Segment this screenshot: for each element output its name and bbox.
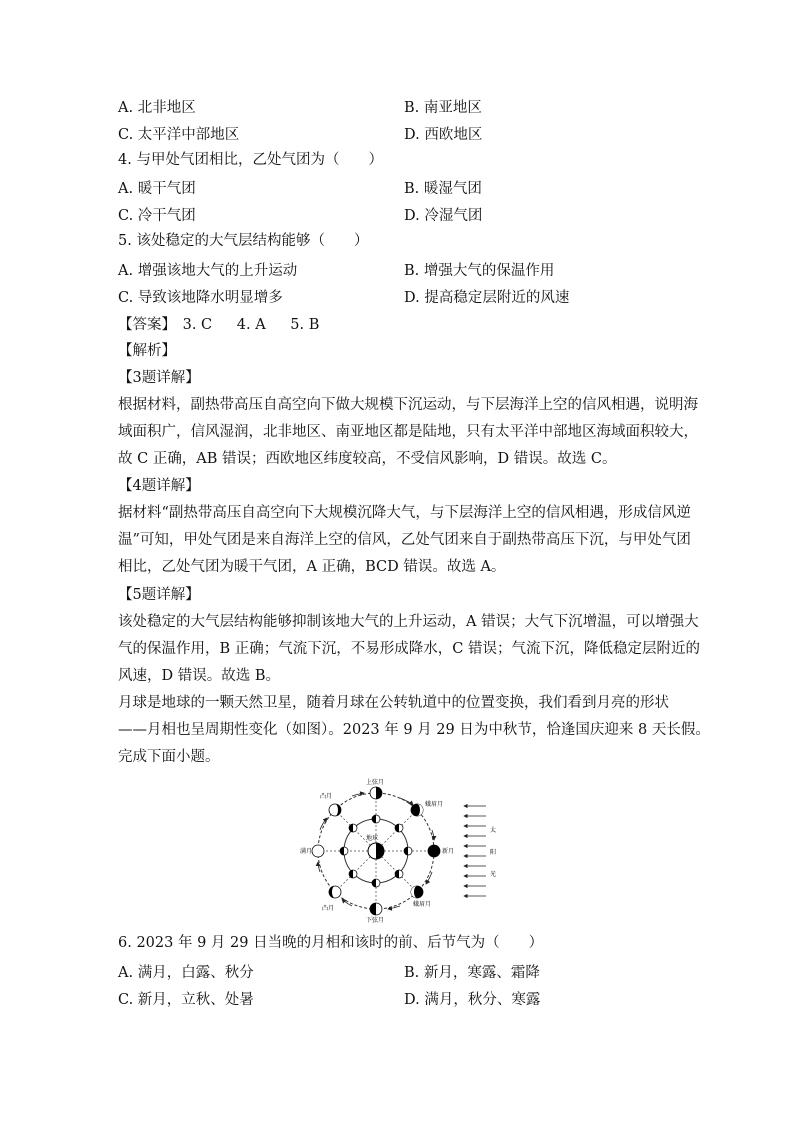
detail-4-text <box>118 500 691 581</box>
answer-3: 3. C <box>182 317 213 333</box>
label-gibbous-upper: 凸月 <box>320 793 333 800</box>
moon-crescent-lower-icon <box>411 886 423 898</box>
q3-options-row-2 <box>118 123 678 143</box>
label-first-quarter: 上弦月 <box>366 779 385 786</box>
q4-option-c: C. 冷干气团 <box>118 208 196 224</box>
moon-gibbous-lower-icon <box>329 886 341 898</box>
q5-options-row-1 <box>118 259 678 279</box>
moon-full-icon <box>312 845 324 857</box>
moon-new-icon <box>428 845 440 857</box>
intro-text <box>118 690 710 771</box>
moon-phase-diagram <box>300 778 500 924</box>
moon-crescent-upper-icon <box>411 804 423 816</box>
detail-5-label: 【5题详解】 <box>118 587 200 603</box>
label-crescent-lower: 蛾眉月 <box>413 901 432 908</box>
detail-5-text <box>118 609 700 690</box>
label-last-quarter: 下弦月 <box>366 917 385 924</box>
q4-options-row-2 <box>118 204 678 224</box>
detail-5-line-2: 气的保温作用，B 正确；气流下沉，不易形成降水，C 错误；气流下沉，降低稳定层附近的 <box>118 641 700 657</box>
analysis-label: 【解析】 <box>118 343 176 359</box>
detail-4-label: 【4题详解】 <box>118 478 200 494</box>
q4-option-a: A. 暖干气团 <box>118 181 196 197</box>
q4-stem: 4. 与甲处气团相比，乙处气团为（ ） <box>118 152 383 168</box>
moon-last-quarter-icon <box>370 903 382 915</box>
detail-3-text <box>118 392 698 473</box>
q3-options-row-1 <box>118 96 678 116</box>
q6-options-row-2 <box>118 988 678 1008</box>
q3-option-b: B. 南亚地区 <box>404 100 482 116</box>
moon-gibbous-upper-icon <box>329 804 341 816</box>
q5-option-d: D. 提高稳定层附近的风速 <box>404 290 570 306</box>
detail-3-label: 【3题详解】 <box>118 370 200 386</box>
q4-option-d: D. 冷湿气团 <box>404 208 483 224</box>
q6-stem: 6. 2023 年 9 月 29 日当晚的月相和该时的前、后节气为（ ） <box>118 935 544 951</box>
q5-stem: 5. 该处稳定的大气层结构能够（ ） <box>118 233 369 249</box>
detail-4-line-2: 温”可知，甲处气团是来自海洋上空的信风，乙处气团来自于副热带高压下沉，与甲处气团 <box>118 532 691 548</box>
moon-first-quarter-icon <box>370 787 382 799</box>
answer-4: 4. A <box>236 317 266 333</box>
label-sun-3: 光 <box>490 871 497 878</box>
answer-row <box>118 313 339 333</box>
intro-line-3: 完成下面小题。 <box>118 749 220 765</box>
q5-option-b: B. 增强大气的保温作用 <box>404 263 555 279</box>
q3-option-c: C. 太平洋中部地区 <box>118 127 240 143</box>
detail-5-line-3: 风速，D 错误。故选 B。 <box>118 668 280 684</box>
sunlight-arrows <box>464 806 486 896</box>
label-crescent-upper: 蛾眉月 <box>425 801 444 808</box>
q5-options-row-2 <box>118 286 678 306</box>
label-sun-2: 阳 <box>490 849 497 856</box>
intro-line-1: 月球是地球的一颗天然卫星，随着月球在公转轨道中的位置变换，我们看到月亮的形状 <box>118 695 669 711</box>
label-full-moon: 满月 <box>300 848 313 855</box>
earth-label: 地球 <box>366 835 379 842</box>
detail-3-line-3: 故 C 正确，AB 错误；西欧地区纬度较高，不受信风影响，D 错误。故选 C。 <box>118 451 617 467</box>
q6-option-b: B. 新月，寒露、霜降 <box>404 965 540 981</box>
detail-5-line-1: 该处稳定的大气层结构能够抑制该地大气的上升运动，A 错误；大气下沉增温，可以增强大 <box>118 614 699 630</box>
q6-option-d: D. 满月，秋分、寒露 <box>404 992 541 1008</box>
q3-option-d: D. 西欧地区 <box>404 127 483 143</box>
label-new-moon: 新月 <box>442 848 455 855</box>
q6-option-c: C. 新月，立秋、处暑 <box>118 992 254 1008</box>
q4-option-b: B. 暖湿气团 <box>404 181 482 197</box>
q5-option-a: A. 增强该地大气的上升运动 <box>118 263 298 279</box>
q3-option-a: A. 北非地区 <box>118 100 196 116</box>
detail-3-line-2: 域面积广，信风湿润，北非地区、南亚地区都是陆地，只有太平洋中部地区海域面积较大， <box>118 424 698 440</box>
intro-line-2: ——月相也呈周期性变化（如图）。2023 年 9 月 29 日为中秋节，恰逢国庆迎来 8 天长假。 <box>118 722 710 738</box>
answer-label: 【答案】 <box>118 317 176 333</box>
detail-4-line-3: 相比，乙处气团为暖干气团，A 正确，BCD 错误。故选 A。 <box>118 559 506 575</box>
q6-options-row-1 <box>118 961 678 981</box>
earth-shadow <box>376 843 384 859</box>
label-sun-1: 太 <box>490 827 497 834</box>
detail-4-line-1: 据材料“副热带高压自高空向下大规模沉降大气，与下层海洋上空的信风相遇，形成信风逆 <box>118 505 691 521</box>
q6-option-a: A. 满月，白露、秋分 <box>118 965 254 981</box>
detail-3-line-1: 根据材料，副热带高压自高空向下做大规模下沉运动，与下层海洋上空的信风相遇，说明海 <box>118 397 698 413</box>
q4-options-row-1 <box>118 177 678 197</box>
answer-5: 5. B <box>290 317 320 333</box>
q5-option-c: C. 导致该地降水明显增多 <box>118 290 283 306</box>
label-gibbous-lower: 凸月 <box>322 905 335 912</box>
